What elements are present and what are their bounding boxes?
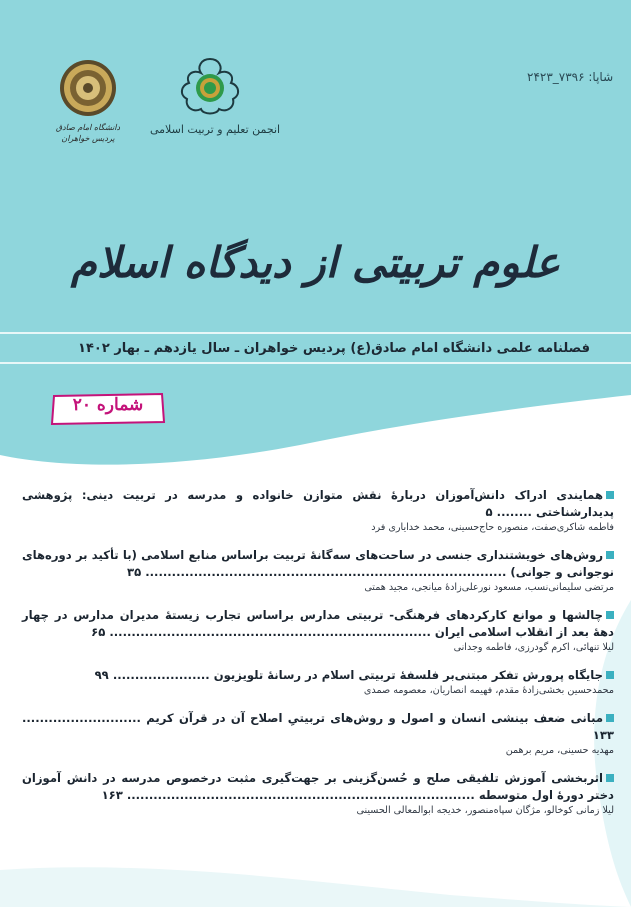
society-emblem-icon bbox=[171, 55, 249, 117]
toc-entry[interactable] bbox=[22, 607, 614, 655]
toc-authors: فاطمه شاکری‌صفت، منصوره حاج‌حسینی، محمد خدایاری فرد bbox=[371, 522, 614, 533]
toc-page: ۹۹ bbox=[94, 668, 109, 682]
bullet-icon bbox=[606, 671, 614, 679]
table-of-contents bbox=[22, 487, 614, 830]
toc-title: همایندی ادراک دانش‌آموزان دربارۀ نقش متوازن خانواده و مدرسه در تربیت دینی: پژوهشی پدیدارشناختی ........ bbox=[22, 488, 614, 519]
subtitle-top-rule bbox=[0, 332, 631, 334]
bullet-icon bbox=[606, 774, 614, 782]
toc-page: ۱۳۳ bbox=[592, 728, 614, 742]
bullet-icon bbox=[606, 714, 614, 722]
toc-authors: مرتضی سلیمانی‌نسب، مسعود نورعلی‌زادۀ میانجی، مجید همتی bbox=[364, 582, 614, 593]
bullet-icon bbox=[606, 611, 614, 619]
toc-entry[interactable] bbox=[22, 710, 614, 758]
society-caption: انجمن تعلیم و تربیت اسلامی bbox=[150, 123, 281, 136]
toc-entry[interactable] bbox=[22, 770, 614, 818]
university-caption-line1: دانشگاه امام صادق bbox=[55, 123, 121, 132]
bullet-icon bbox=[606, 551, 614, 559]
university-caption-line2: پردیس خواهران bbox=[61, 134, 115, 143]
toc-entry[interactable] bbox=[22, 667, 614, 698]
toc-authors: مهدیه حسینی، مریم برهمن bbox=[505, 745, 614, 756]
toc-authors: لیلا تنهائی، اکرم گودرزی، فاطمه وجدانی bbox=[453, 642, 614, 653]
university-logo bbox=[55, 58, 121, 144]
toc-page: ۳۵ bbox=[127, 565, 142, 579]
journal-subtitle: فصلنامه علمی دانشگاه امام صادق(ع) پردیس خواهران ـ سال یازدهم ـ بهار ۱۴۰۲ bbox=[78, 341, 590, 356]
toc-title: چالشها و موانع کارکردهای فرهنگی- تربیتی مدارس براساس تجارب زیستۀ مدیران مدارس در چهار دهۀ بعد از انقلاب اسلامی ایران ......................................................................... bbox=[22, 608, 614, 639]
toc-entry[interactable] bbox=[22, 487, 614, 535]
issue-number: شماره ۲۰ bbox=[72, 395, 144, 415]
subtitle-bottom-rule bbox=[0, 362, 631, 364]
issn: شاپا: ۷۳۹۶_۲۴۲۳ bbox=[527, 70, 614, 84]
bullet-icon bbox=[606, 491, 614, 499]
society-logo bbox=[150, 55, 281, 136]
toc-entry[interactable] bbox=[22, 547, 614, 595]
toc-title: روش‌های خویشتنداری جنسی در ساحت‌های سه‌گانۀ تربیت براساس منابع اسلامی (با تأکید بر دوره‌های نوجوانی و جوانی) .................................................................................. bbox=[22, 548, 614, 579]
toc-title: جایگاه پرورش تفکر مبتنی‌بر فلسفۀ تربیتی اسلام در رسانۀ تلویزیون ...................... bbox=[112, 668, 603, 682]
toc-title: مبانی ضعف بینشی انسان و اصول و روش‌های تربیتیِ اصلاح آن در قرآن کریم ........................... bbox=[22, 711, 603, 725]
journal-title: علوم تربیتی از دیدگاه اسلام bbox=[70, 238, 561, 287]
toc-title: اثربخشی آموزش تلفیقی صلح و حُسن‌گزینی بر جهت‌گیری مثبت درخصوص مدرسه در دانش آموزان دختر دورۀ اول متوسطه ............................................................................... bbox=[22, 771, 614, 802]
toc-authors: محمدحسین بخشی‌زادۀ مقدم، فهیمه انصاریان، معصومه صمدی bbox=[363, 685, 614, 696]
toc-page: ۱۶۳ bbox=[101, 788, 123, 802]
toc-page: ۶۵ bbox=[91, 625, 106, 639]
toc-authors: لیلا زمانی کوخالو، مژگان سپاه‌منصور، خدیجه ابوالمعالی الحسینی bbox=[356, 805, 614, 816]
university-emblem-icon bbox=[58, 58, 118, 118]
toc-page: ۵ bbox=[485, 505, 493, 519]
